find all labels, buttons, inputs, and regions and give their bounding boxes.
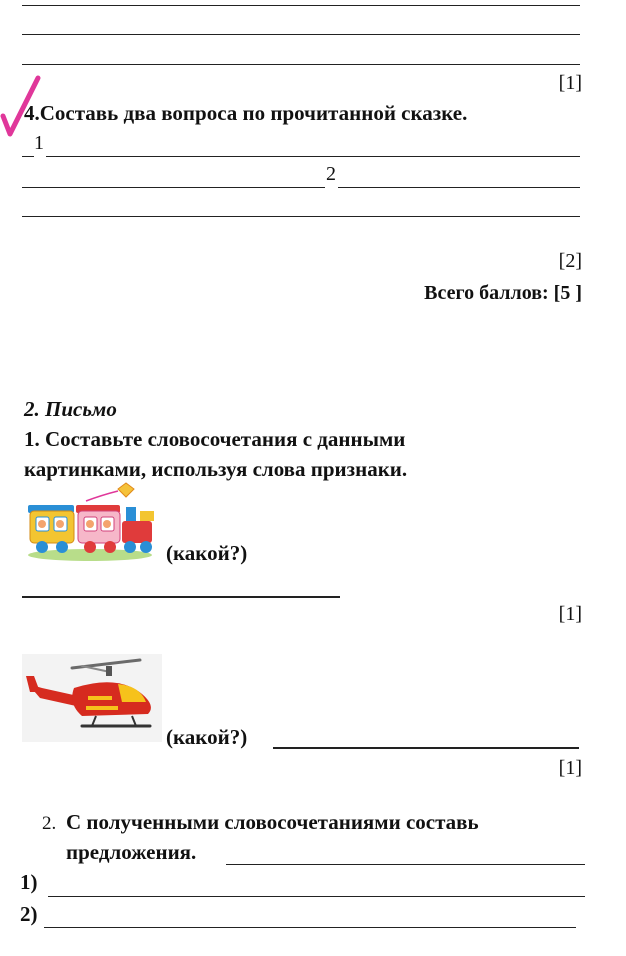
question-1-line[interactable] — [46, 156, 580, 157]
item-1-score: [1] — [558, 603, 582, 625]
answer-1-line[interactable] — [48, 896, 585, 897]
blank-1-number: 1 — [34, 132, 44, 154]
task-2-line-1: С полученными словосочетаниями составь — [66, 810, 479, 834]
question-1-line[interactable] — [22, 156, 34, 157]
task-2-line-2: предложения. — [66, 840, 197, 864]
answer-2-line[interactable] — [44, 927, 576, 928]
total-score: Всего баллов: [5 ] — [424, 282, 582, 304]
question-2-line-b[interactable] — [338, 187, 580, 188]
answer-line[interactable] — [22, 64, 580, 65]
task-1-line-1: 1. Составьте словосочетания с данными — [24, 427, 406, 451]
helicopter-picture — [22, 654, 162, 742]
item-2-prompt: (какой?) — [166, 725, 248, 749]
item-1-answer-line[interactable] — [22, 596, 340, 598]
answer-line[interactable] — [22, 34, 580, 35]
answer-line[interactable] — [22, 5, 580, 6]
task-2-underline[interactable] — [226, 864, 585, 865]
answer-2-number: 2) — [20, 902, 38, 926]
section-heading: 2. Письмо — [24, 397, 117, 421]
score-q4: [2] — [558, 250, 582, 272]
blank-2-number: 2 — [326, 163, 336, 185]
score-q3: [1] — [558, 72, 582, 94]
item-2-answer-line[interactable] — [273, 747, 579, 749]
item-1-prompt: (какой?) — [166, 541, 248, 565]
train-picture — [22, 481, 160, 563]
question-2-line-c[interactable] — [22, 216, 580, 217]
task-2-number: 2. — [42, 813, 57, 834]
item-2-score: [1] — [558, 757, 582, 779]
question-2-line-a[interactable] — [22, 187, 325, 188]
answer-1-number: 1) — [20, 870, 38, 894]
task-1-line-2: картинками, используя слова признаки. — [24, 457, 408, 481]
question-4-label: 4.Составь два вопроса по прочитанной сказке. — [24, 101, 468, 125]
